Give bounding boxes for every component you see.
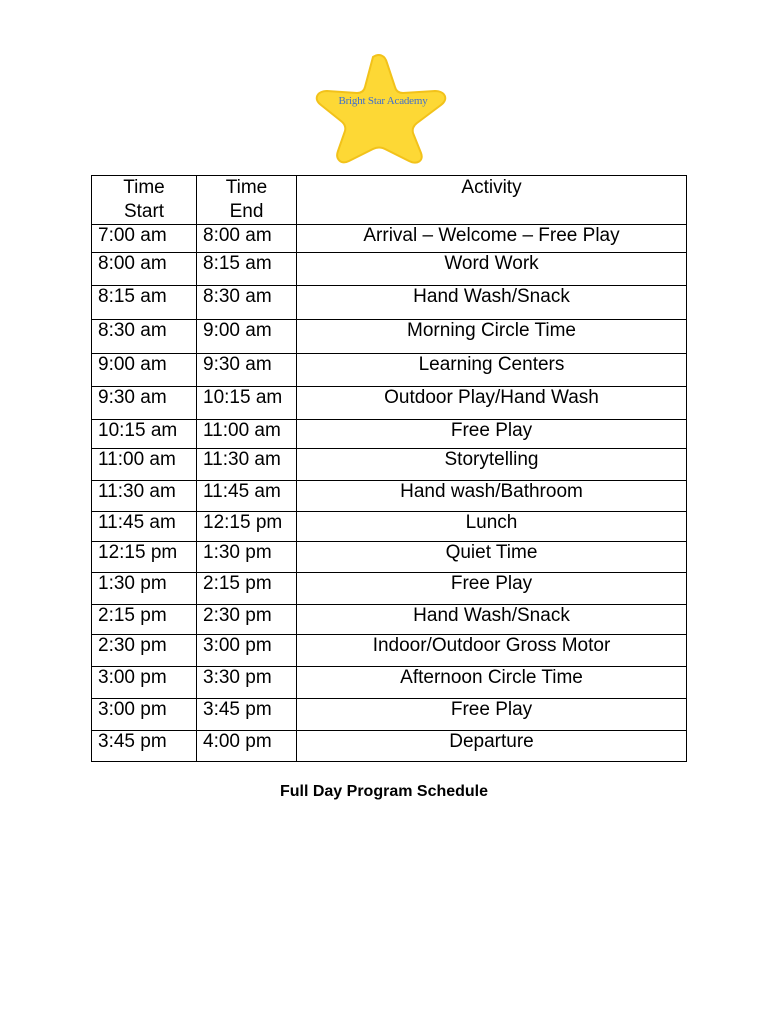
time-end-cell: 8:30 am	[197, 286, 297, 320]
time-start-cell: 3:00 pm	[92, 667, 197, 699]
activity-cell: Hand Wash/Snack	[297, 286, 687, 320]
time-start-cell: 11:45 am	[92, 512, 197, 542]
header-time-start-text: Time Start	[123, 177, 165, 222]
logo-text: Bright Star Academy	[338, 95, 428, 107]
time-end-cell: 9:00 am	[197, 320, 297, 354]
activity-cell: Storytelling	[297, 449, 687, 481]
activity-cell: Free Play	[297, 699, 687, 731]
time-end-cell: 3:00 pm	[197, 635, 297, 667]
schedule-table	[91, 175, 687, 762]
time-start-cell: 10:15 am	[92, 420, 197, 449]
table-row	[92, 387, 687, 420]
activity-cell: Free Play	[297, 420, 687, 449]
table-row	[92, 449, 687, 481]
table-row	[92, 354, 687, 387]
table-row	[92, 320, 687, 354]
table-row	[92, 481, 687, 512]
time-end-cell: 3:45 pm	[197, 699, 297, 731]
time-start-cell: 12:15 pm	[92, 542, 197, 573]
time-end-cell: 11:30 am	[197, 449, 297, 481]
activity-cell: Learning Centers	[297, 354, 687, 387]
star-icon	[313, 53, 453, 165]
time-end-cell: 9:30 am	[197, 354, 297, 387]
time-start-cell: 1:30 pm	[92, 573, 197, 605]
activity-cell: Arrival – Welcome – Free Play	[297, 225, 687, 253]
time-end-cell: 10:15 am	[197, 387, 297, 420]
time-start-cell: 3:00 pm	[92, 699, 197, 731]
bright-star-academy-logo	[313, 53, 453, 165]
time-start-cell: 2:15 pm	[92, 605, 197, 635]
time-end-cell: 4:00 pm	[197, 731, 297, 762]
time-end-cell: 1:30 pm	[197, 542, 297, 573]
time-end-cell: 8:00 am	[197, 225, 297, 253]
time-start-cell: 9:30 am	[92, 387, 197, 420]
table-row	[92, 542, 687, 573]
time-start-cell: 3:45 pm	[92, 731, 197, 762]
table-row	[92, 512, 687, 542]
activity-cell: Quiet Time	[297, 542, 687, 573]
activity-cell: Outdoor Play/Hand Wash	[297, 387, 687, 420]
table-row	[92, 635, 687, 667]
activity-cell: Indoor/Outdoor Gross Motor	[297, 635, 687, 667]
header-activity: Activity	[297, 176, 687, 225]
table-row	[92, 253, 687, 286]
table-row	[92, 667, 687, 699]
activity-cell: Morning Circle Time	[297, 320, 687, 354]
activity-cell: Afternoon Circle Time	[297, 667, 687, 699]
time-start-cell: 8:15 am	[92, 286, 197, 320]
table-row	[92, 731, 687, 762]
table-row	[92, 225, 687, 253]
time-start-cell: 2:30 pm	[92, 635, 197, 667]
time-end-cell: 3:30 pm	[197, 667, 297, 699]
table-row	[92, 420, 687, 449]
caption: Full Day Program Schedule	[279, 783, 489, 800]
activity-cell: Hand wash/Bathroom	[297, 481, 687, 512]
header-row	[92, 176, 687, 225]
activity-cell: Lunch	[297, 512, 687, 542]
table-row	[92, 286, 687, 320]
time-start-cell: 8:00 am	[92, 253, 197, 286]
time-end-cell: 12:15 pm	[197, 512, 297, 542]
header-time-end-text: Time End	[225, 177, 268, 222]
time-end-cell: 2:30 pm	[197, 605, 297, 635]
schedule-body	[92, 225, 687, 762]
time-end-cell: 2:15 pm	[197, 573, 297, 605]
time-end-cell: 11:45 am	[197, 481, 297, 512]
time-start-cell: 8:30 am	[92, 320, 197, 354]
time-start-cell: 11:00 am	[92, 449, 197, 481]
header-time-start	[92, 176, 197, 225]
activity-cell: Hand Wash/Snack	[297, 605, 687, 635]
time-start-cell: 7:00 am	[92, 225, 197, 253]
table-row	[92, 605, 687, 635]
time-start-cell: 11:30 am	[92, 481, 197, 512]
time-end-cell: 11:00 am	[197, 420, 297, 449]
header-time-end	[197, 176, 297, 225]
activity-cell: Word Work	[297, 253, 687, 286]
time-start-cell: 9:00 am	[92, 354, 197, 387]
table-row	[92, 699, 687, 731]
table-row	[92, 573, 687, 605]
activity-cell: Departure	[297, 731, 687, 762]
activity-cell: Free Play	[297, 573, 687, 605]
time-end-cell: 8:15 am	[197, 253, 297, 286]
